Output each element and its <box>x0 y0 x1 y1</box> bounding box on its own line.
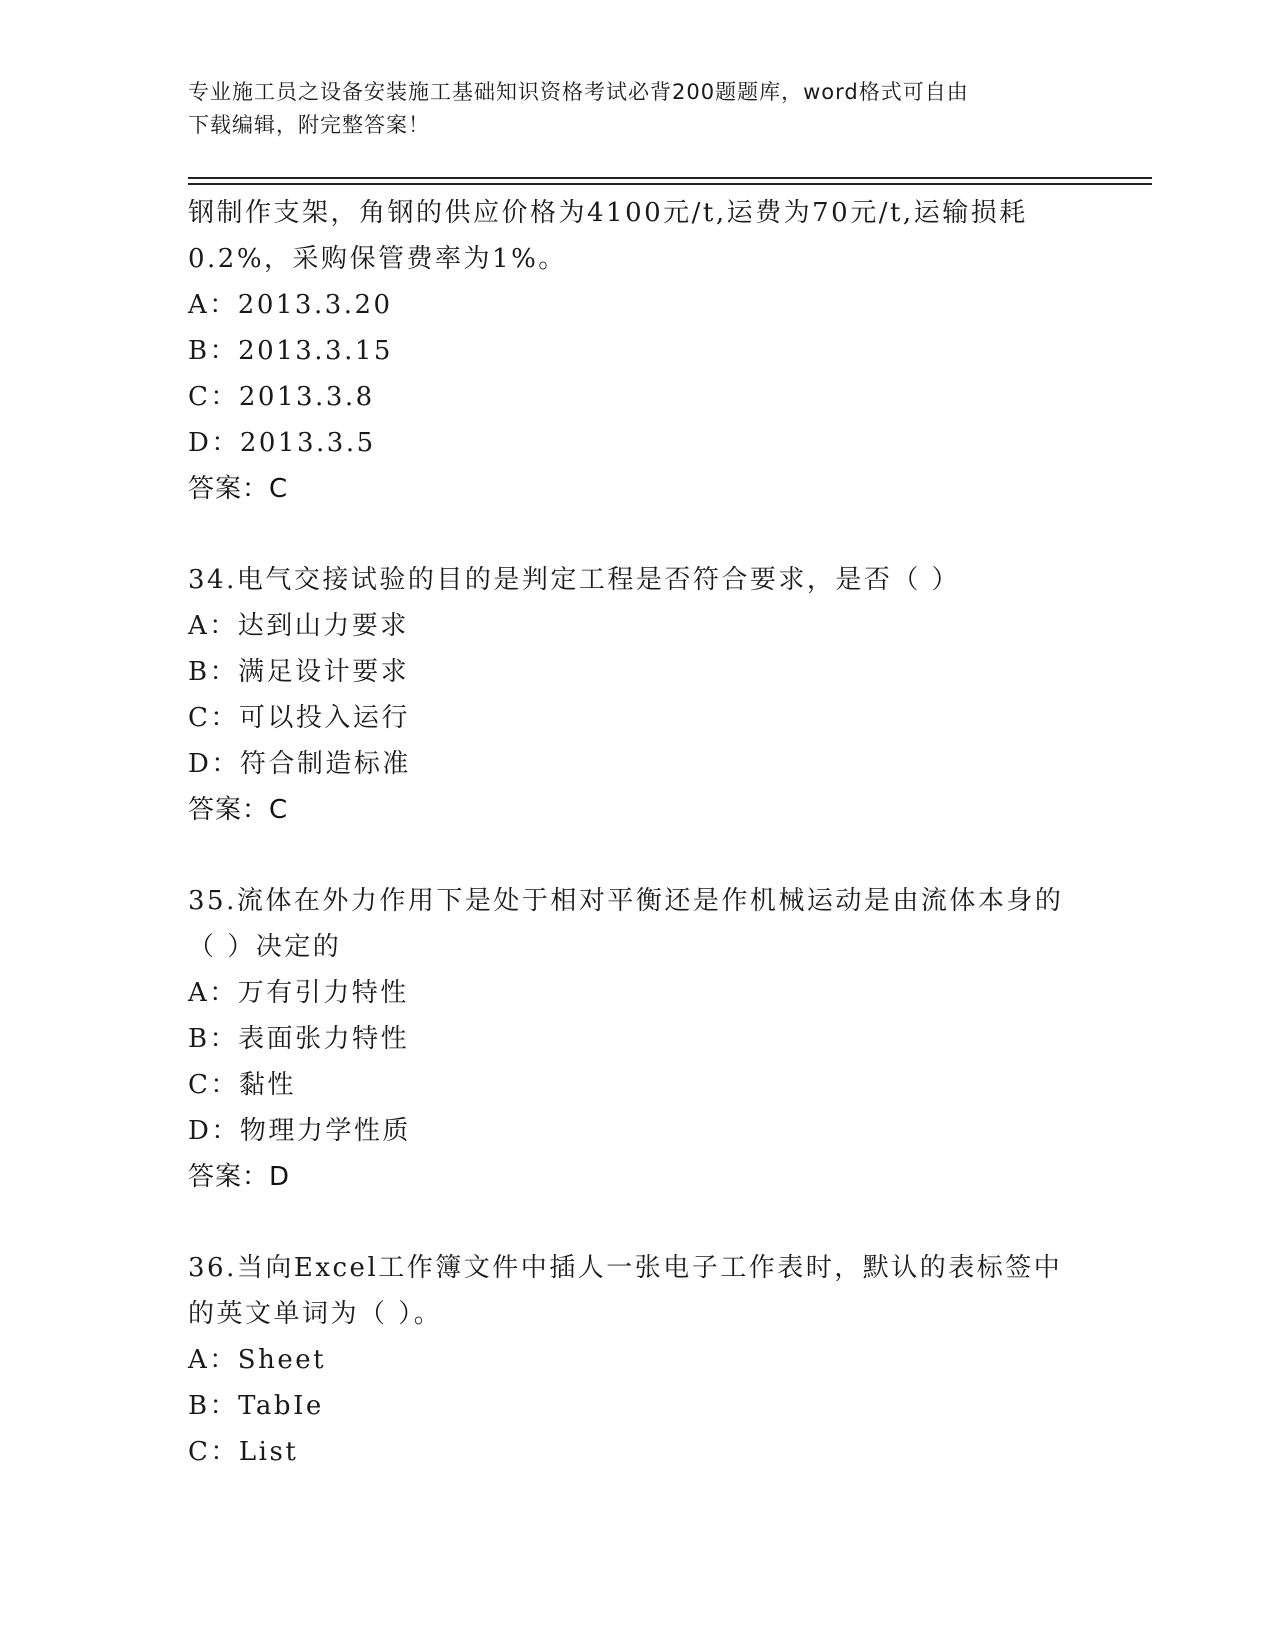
option-b: B：TabIe <box>188 1391 324 1421</box>
question-stem: 36.当向Excel工作簿文件中插人一张电子工作表时，默认的表标签中 <box>188 1253 1063 1283</box>
question-35 <box>188 878 1088 1200</box>
question-stem: 的英文单词为（ ）。 <box>188 1299 443 1329</box>
answer: 答案：D <box>188 1162 291 1192</box>
question-stem: 35.流体在外力作用下是处于相对平衡还是作机械运动是由流体本身的 <box>188 886 1064 916</box>
option-d: D：符合制造标准 <box>188 749 411 779</box>
answer: 答案：C <box>188 474 289 504</box>
option-a: A：达到山力要求 <box>188 611 409 641</box>
option-d: D：2013.3.5 <box>188 428 376 458</box>
option-a: A：万有引力特性 <box>188 978 409 1008</box>
option-c: C：List <box>188 1437 299 1467</box>
header-line-2: 下载编辑，附完整答案！ <box>188 113 430 137</box>
option-c: C：可以投入运行 <box>188 703 410 733</box>
question-stem: 34.电气交接试验的目的是判定工程是否符合要求，是否（ ） <box>188 565 961 595</box>
option-d: D：物理力学性质 <box>188 1116 411 1146</box>
header-divider-top <box>188 177 1152 179</box>
question-fragment <box>188 190 1088 512</box>
question-stem: 钢制作支架，角钢的供应价格为4100元/t,运费为70元/t,运输损耗 <box>188 198 1028 228</box>
option-a: A：2013.3.20 <box>188 290 393 320</box>
option-a: A：Sheet <box>188 1345 327 1375</box>
answer: 答案：C <box>188 795 289 825</box>
header-line-1: 专业施工员之设备安装施工基础知识资格考试必背200题题库，word格式可自由 <box>188 80 969 104</box>
document-header <box>188 76 1068 142</box>
question-36 <box>188 1245 1088 1475</box>
option-b: B：满足设计要求 <box>188 657 410 687</box>
option-c: C：黏性 <box>188 1070 296 1100</box>
option-b: B：表面张力特性 <box>188 1024 410 1054</box>
option-c: C：2013.3.8 <box>188 382 375 412</box>
header-divider-bottom <box>188 183 1152 185</box>
question-stem: （ ）决定的 <box>188 932 342 962</box>
question-stem: 0.2%，采购保管费率为1%。 <box>188 244 567 274</box>
option-b: B：2013.3.15 <box>188 336 393 366</box>
question-list <box>188 190 1088 1475</box>
question-34 <box>188 557 1088 833</box>
